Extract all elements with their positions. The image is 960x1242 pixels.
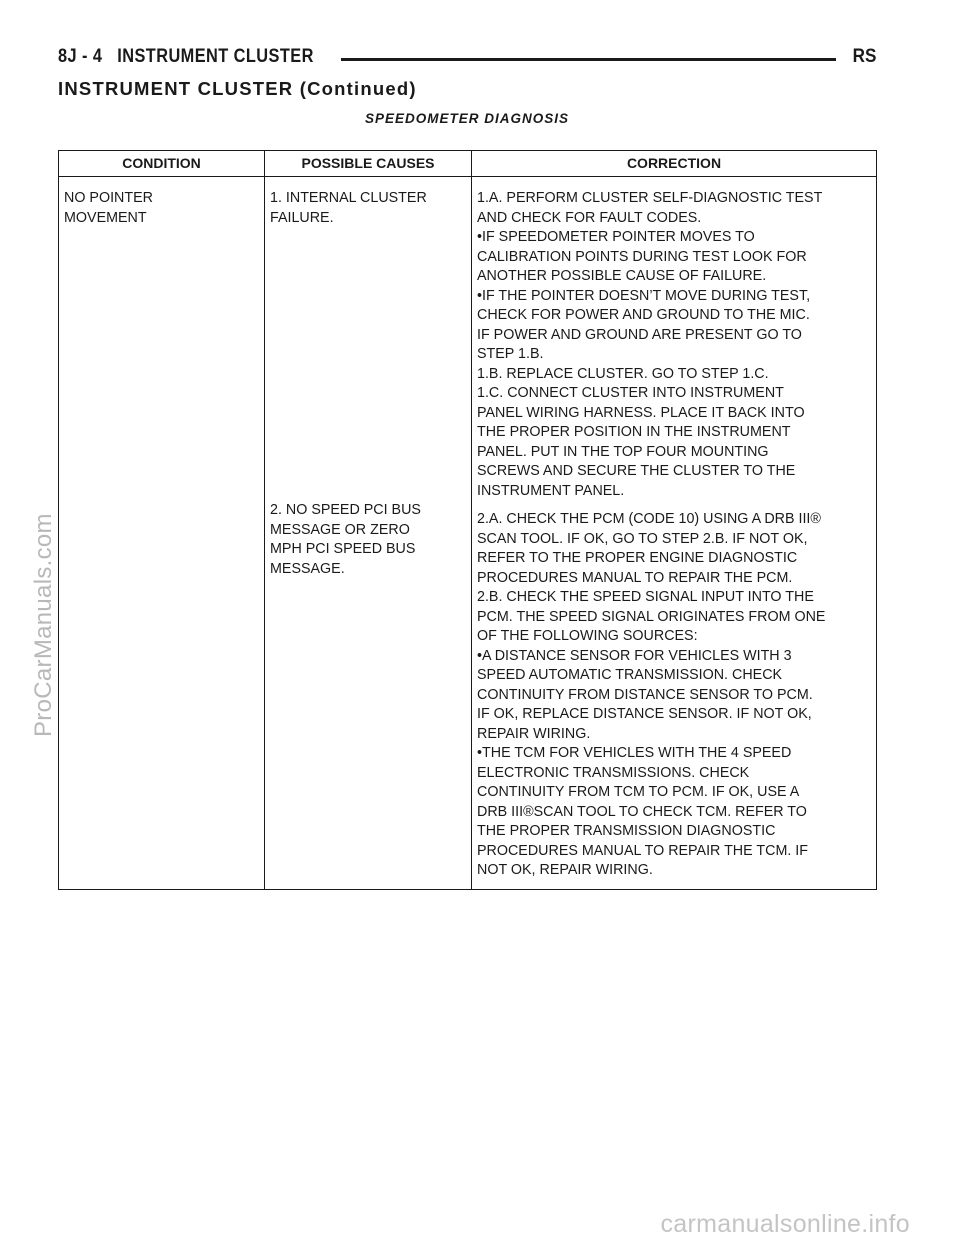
page-reference: 8J - 4 INSTRUMENT CLUSTER <box>58 46 314 67</box>
correction-line: INSTRUMENT PANEL. <box>477 482 625 499</box>
condition-cell <box>59 177 265 890</box>
cause-line: MPH PCI SPEED BUS <box>270 541 416 557</box>
column-header-correction: CORRECTION <box>472 151 877 177</box>
section-title: INSTRUMENT CLUSTER (Continued) <box>58 78 417 99</box>
correction-line: •IF THE POINTER DOESN’T MOVE DURING TEST, <box>477 287 811 304</box>
correction-line: THE PROPER POSITION IN THE INSTRUMENT <box>477 424 791 440</box>
diagnosis-table <box>58 150 877 890</box>
correction-line: IF POWER AND GROUND ARE PRESENT GO TO <box>477 326 802 343</box>
side-watermark-text: ProCarManuals.com <box>30 513 57 737</box>
correction-line: NOT OK, REPAIR WIRING. <box>477 862 653 878</box>
correction-block-2 <box>477 510 872 881</box>
cause-block-2 <box>270 501 467 579</box>
correction-cell <box>472 177 877 890</box>
correction-line: AND CHECK FOR FAULT CODES. <box>477 209 702 226</box>
cause-line: 2. NO SPEED PCI BUS <box>270 502 421 518</box>
correction-line: CONTINUITY FROM DISTANCE SENSOR TO PCM. <box>477 686 813 703</box>
table-row <box>59 177 877 890</box>
correction-line: ELECTRONIC TRANSMISSIONS. CHECK <box>477 764 750 781</box>
correction-line: IF OK, REPLACE DISTANCE SENSOR. IF NOT OK, <box>477 706 812 722</box>
correction-line: DRB III®SCAN TOOL TO CHECK TCM. REFER TO <box>477 803 807 820</box>
correction-line: SPEED AUTOMATIC TRANSMISSION. CHECK <box>477 667 783 683</box>
correction-line: PANEL. PUT IN THE TOP FOUR MOUNTING <box>477 443 769 460</box>
bottom-watermark: carmanualsonline.info <box>660 1210 910 1238</box>
side-watermark <box>0 0 57 1242</box>
correction-line: ANOTHER POSSIBLE CAUSE OF FAILURE. <box>477 268 767 284</box>
correction-line: •THE TCM FOR VEHICLES WITH THE 4 SPEED <box>477 745 792 761</box>
section-code: RS <box>852 46 876 67</box>
correction-line: 1.C. CONNECT CLUSTER INTO INSTRUMENT <box>477 385 784 401</box>
table-caption: SPEEDOMETER DIAGNOSIS <box>364 111 570 126</box>
cause-line: FAILURE. <box>270 209 334 226</box>
condition-line: MOVEMENT <box>64 209 147 226</box>
correction-line: REPAIR WIRING. <box>477 725 591 742</box>
cause-line: MESSAGE OR ZERO <box>270 521 410 538</box>
correction-line: CHECK FOR POWER AND GROUND TO THE MIC. <box>477 307 810 323</box>
correction-line: •IF SPEEDOMETER POINTER MOVES TO <box>477 229 755 245</box>
correction-block-1 <box>477 189 872 501</box>
correction-line: PROCEDURES MANUAL TO REPAIR THE PCM. <box>477 569 793 586</box>
correction-line: SCAN TOOL. IF OK, GO TO STEP 2.B. IF NOT OK, <box>477 530 808 547</box>
table-header-row <box>59 151 877 177</box>
correction-line: OF THE FOLLOWING SOURCES: <box>477 628 698 644</box>
page-header <box>58 44 876 74</box>
column-header-causes: POSSIBLE CAUSES <box>265 151 472 177</box>
correction-line: 2.A. CHECK THE PCM (CODE 10) USING A DRB III® <box>477 511 821 527</box>
cause-line: 1. INTERNAL CLUSTER <box>270 190 427 206</box>
condition-line: NO POINTER <box>64 190 153 206</box>
cause-block-1 <box>270 189 467 492</box>
correction-line: •A DISTANCE SENSOR FOR VEHICLES WITH 3 <box>477 647 792 664</box>
correction-line: 1.A. PERFORM CLUSTER SELF-DIAGNOSTIC TEST <box>477 190 823 206</box>
correction-line: THE PROPER TRANSMISSION DIAGNOSTIC <box>477 823 776 839</box>
correction-line: CALIBRATION POINTS DURING TEST LOOK FOR <box>477 248 807 265</box>
column-header-condition: CONDITION <box>59 151 265 177</box>
correction-line: REFER TO THE PROPER ENGINE DIAGNOSTIC <box>477 550 798 566</box>
causes-cell <box>265 177 472 890</box>
correction-line: 2.B. CHECK THE SPEED SIGNAL INPUT INTO THE <box>477 589 814 605</box>
correction-line: PROCEDURES MANUAL TO REPAIR THE TCM. IF <box>477 842 808 859</box>
cause-line: MESSAGE. <box>270 560 345 577</box>
correction-line: PCM. THE SPEED SIGNAL ORIGINATES FROM ONE <box>477 608 826 625</box>
correction-line: 1.B. REPLACE CLUSTER. GO TO STEP 1.C. <box>477 365 769 382</box>
correction-line: STEP 1.B. <box>477 346 544 362</box>
correction-line: PANEL WIRING HARNESS. PLACE IT BACK INTO <box>477 404 805 421</box>
correction-line: SCREWS AND SECURE THE CLUSTER TO THE <box>477 463 796 479</box>
header-rule <box>341 58 836 61</box>
correction-line: CONTINUITY FROM TCM TO PCM. IF OK, USE A <box>477 784 800 800</box>
